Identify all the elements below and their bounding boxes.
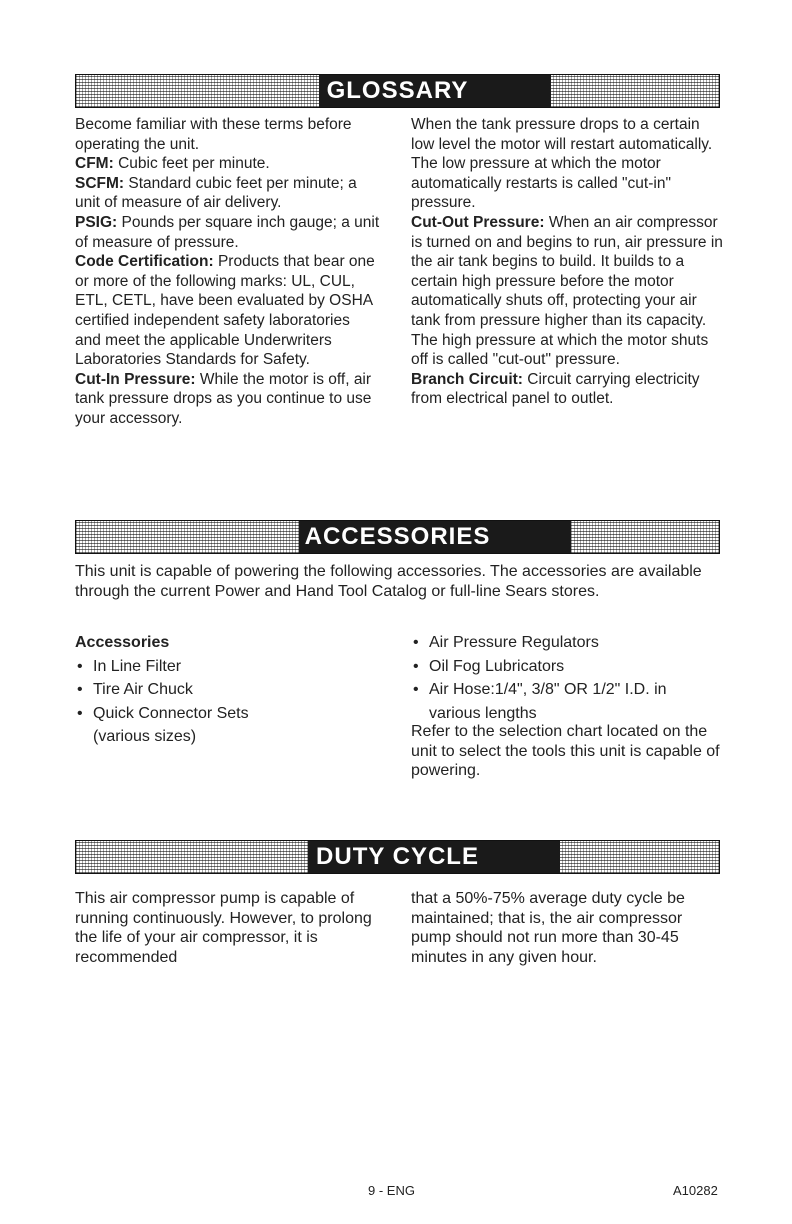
term-definition: Cubic feet per minute. (118, 155, 270, 173)
accessories-left-note: (various sizes) (93, 728, 197, 745)
term-label: CFM: (75, 155, 114, 173)
page-number: 9 - ENG (368, 1183, 415, 1198)
duty-cycle-right: that a 50%-75% average duty cycle be maintained; that is, the air compressor pump should not run more than 30-45 minutes in any given hour. (411, 890, 685, 966)
term-definition: Pounds per square inch gauge; a unit of measure of pressure. (75, 213, 380, 251)
term-label: Code Certification: (75, 253, 214, 271)
list-item (411, 631, 726, 655)
bullet-icon: • (77, 704, 83, 722)
glossary-term-code-certification (75, 252, 380, 370)
accessories-heading: Accessories (75, 634, 170, 651)
glossary-title: GLOSSARY (326, 77, 469, 104)
accessories-left-column (75, 631, 375, 749)
glossary-term-cut-in-pressure (75, 370, 380, 429)
list-item-label: Air Pressure Regulators (429, 634, 599, 651)
accessories-intro: This unit is capable of powering the following accessories. The accessories are available through the current Power and Hand Tool Catalog or full-line Sears stores. (75, 563, 702, 600)
accessories-right-note: various lengths (429, 704, 537, 722)
list-item (75, 655, 375, 679)
list-item (75, 702, 375, 726)
glossary-term-cut-out-pressure (411, 213, 726, 370)
accessories-title: ACCESSORIES (304, 523, 491, 550)
list-item (411, 678, 726, 702)
document-code: A10282 (673, 1183, 718, 1198)
list-item-label: Oil Fog Lubricators (429, 657, 565, 675)
glossary-cut-in-continued: When the tank pressure drops to a certain low level the motor will restart automatically. The low pressure at which the motor automatically restarts is called "cut-in" pressure. (411, 116, 713, 212)
term-label: Cut-In Pressure: (75, 370, 196, 388)
term-definition: Products that bear one or more of the following marks: UL, CUL, ETL, CETL, have been evaluated by OSHA certified independent safety laboratories and meet the applicable Underwriters Laboratories Standards for Safety. (75, 253, 375, 369)
term-label: Cut-Out Pressure: (411, 213, 545, 231)
list-item (75, 678, 375, 702)
duty-cycle-title: DUTY CYCLE (316, 843, 479, 870)
term-definition: While the motor is off, air tank pressure drops as you continue to use your accessory. (75, 370, 372, 427)
duty-cycle-left: This air compressor pump is capable of running continuously. However, to prolong the life of your air compressor, it is recommended (75, 890, 372, 966)
list-item-label: Air Hose:1/4", 3/8" OR 1/2" I.D. in (429, 681, 667, 698)
glossary-term-cfm (75, 154, 380, 174)
accessories-list-left (75, 655, 375, 726)
glossary-term-branch-circuit (411, 370, 726, 409)
term-definition: Standard cubic feet per minute; a unit of measure of air delivery. (75, 174, 357, 212)
term-label: SCFM: (75, 174, 125, 192)
accessories-banner (75, 520, 720, 554)
glossary-intro: Become familiar with these terms before operating the unit. (75, 116, 352, 153)
accessories-right-column (411, 631, 726, 725)
glossary-right-column (411, 115, 726, 409)
term-definition: Circuit carrying electricity from electrical panel to outlet. (411, 370, 700, 408)
list-item-label: In Line Filter (93, 657, 182, 675)
glossary-left-column (75, 115, 380, 429)
bullet-icon: • (413, 681, 419, 698)
duty-cycle-banner (75, 840, 720, 874)
glossary-term-scfm (75, 174, 380, 213)
accessories-list-right (411, 631, 726, 702)
bullet-icon: • (77, 657, 83, 675)
list-item-label: Tire Air Chuck (93, 681, 193, 698)
term-label: PSIG: (75, 213, 118, 231)
term-label: Branch Circuit: (411, 370, 523, 388)
bullet-icon: • (413, 634, 419, 651)
selection-chart-note: Refer to the selection chart located on the unit to select the tools this unit is capable of powering. (411, 723, 720, 779)
term-definition: When an air compressor is turned on and begins to run, air pressure in the air tank begins to build. It builds to a certain high pressure before the motor automatically shuts off, protecting your air tank from pressure higher than its capacity. The high pressure at which the motor shuts off is called "cut-out" pressure. (411, 213, 723, 369)
glossary-banner (75, 74, 720, 108)
bullet-icon: • (77, 681, 83, 698)
list-item-label: Quick Connector Sets (93, 704, 249, 722)
bullet-icon: • (413, 657, 419, 675)
list-item (411, 655, 726, 679)
glossary-term-psig (75, 213, 380, 252)
